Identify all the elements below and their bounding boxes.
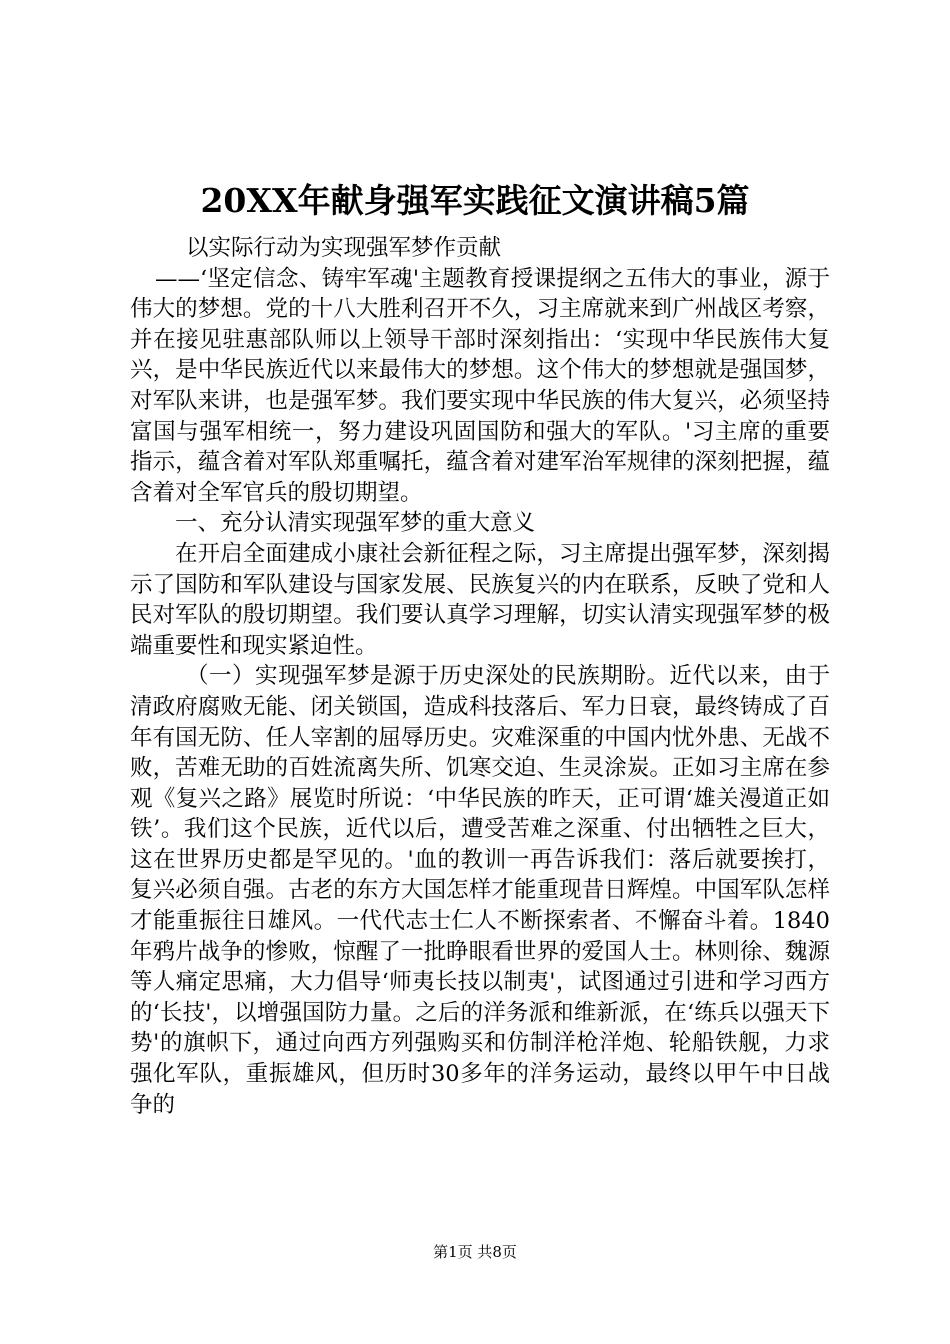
page-footer: 第1页 共8页: [433, 1243, 517, 1261]
document-body: [130, 233, 830, 1120]
section-heading: 一、充分认清实现强军梦的重大意义: [175, 510, 536, 537]
document-subtitle: 以实际行动为实现强军梦作贡献: [186, 235, 502, 261]
paragraph: 在开启全面建成小康社会新征程之际，习主席提出强军梦，深刻揭示了国防和军队建设与国家发展、民族复兴的内在联系，反映了党和人民对军队的殷切期望。我们要认真学习理解，切实认清实现强军梦的极端重要性和现实紧迫性。: [130, 540, 830, 659]
paragraph: ——‘坚定信念、铸牢军魂'主题教育授课提纲之五伟大的事业，源于伟大的梦想。党的十八大胜利召开不久，习主席就来到广州战区考察，并在接见驻惠部队师以上领导干部时深刻指出：‘实现中华民族伟大复兴，是中华民族近代以来最伟大的梦想。这个伟大的梦想就是强国梦，对军队来讲，也是强军梦。我们要实现中华民族的伟大复兴，必须坚持富国与强军相统一，努力建设巩固国防和强大的军队。'习主席的重要指示，蕴含着对军队郑重嘱托，蕴含着对建军治军规律的深刻把握，蕴含着对全军官兵的殷切期望。: [130, 265, 830, 506]
paragraph: （一）实现强军梦是源于历史深处的民族期盼。近代以来，由于清政府腐败无能、闭关锁国，造成科技落后、军力日衰，最终铸成了百年有国无防、任人宰割的屈辱历史。灾难深重的中国内忧外患、无战不败，苦难无助的百姓流离失所、饥寒交迫、生灵涂炭。正如习主席在参观《复兴之路》展览时所说：‘中华民族的昨天，正可谓‘雄关漫道正如铁’。我们这个民族，近代以后，遭受苦难之深重、付出牺牲之巨大，这在世界历史都是罕见的。'血的教训一再告诉我们：落后就要挨打，复兴必须自强。古老的东方大国怎样才能重现昔日辉煌。中国军队怎样才能重振往日雄风。一代代志士仁人不断探索者、不懈奋斗着。1840年鸦片战争的惨败，惊醒了一批睁眼看世界的爱国人士。林则徐、魏源等人痛定思痛，大力倡导‘师夷长技以制夷'，试图通过引进和学习西方的‘长技'，以增强国防力量。之后的洋务派和维新派，在‘练兵以强天下势'的旗帜下，通过向西方列强购买和仿制洋枪洋炮、轮船铁舰，力求强化军队，重振雄风，但历时30多年的洋务运动，最终以甲午中日战争的: [130, 663, 830, 1118]
page-title: 20XX年献身强军实践征文演讲稿5篇: [200, 181, 750, 220]
